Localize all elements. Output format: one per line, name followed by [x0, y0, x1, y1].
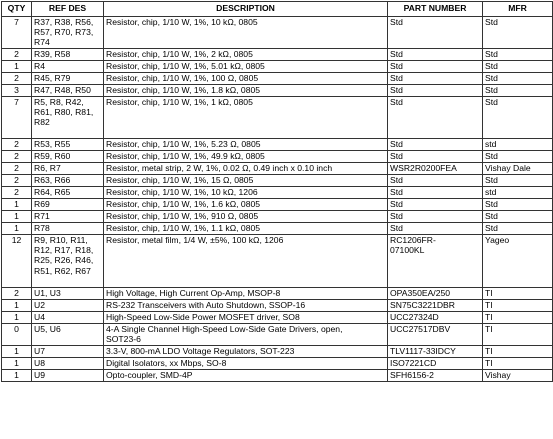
part-number-cell: UCC27517DBV [388, 324, 483, 346]
part-number-cell: WSR2R0200FEA [388, 163, 483, 175]
qty-cell: 2 [2, 288, 32, 300]
qty-cell: 1 [2, 300, 32, 312]
ref-des-cell: U2 [32, 300, 104, 312]
header-qty: QTY [2, 2, 32, 17]
qty-cell: 12 [2, 235, 32, 288]
ref-des-cell: R59, R60 [32, 151, 104, 163]
table-row [2, 187, 553, 199]
mfr-cell: Std [483, 97, 553, 139]
ref-des-cell: R71 [32, 211, 104, 223]
ref-des-cell: U5, U6 [32, 324, 104, 346]
description-cell: Resistor, chip, 1/10 W, 1%, 910 Ω, 0805 [104, 211, 388, 223]
mfr-cell: TI [483, 358, 553, 370]
part-number-cell: TLV1117-33IDCY [388, 346, 483, 358]
table-row [2, 223, 553, 235]
description-cell: Resistor, chip, 1/10 W, 1%, 15 Ω, 0805 [104, 175, 388, 187]
mfr-cell: TI [483, 300, 553, 312]
mfr-cell: TI [483, 288, 553, 300]
mfr-cell: Std [483, 211, 553, 223]
table-row [2, 97, 553, 139]
ref-des-cell: R5, R8, R42, R61, R80, R81, R82 [32, 97, 104, 139]
table-row [2, 151, 553, 163]
description-cell: High-Speed Low-Side Power MOSFET driver, SO8 [104, 312, 388, 324]
qty-cell: 2 [2, 73, 32, 85]
mfr-cell: Std [483, 175, 553, 187]
qty-cell: 3 [2, 85, 32, 97]
qty-cell: 1 [2, 358, 32, 370]
header-ref-des: REF DES [32, 2, 104, 17]
description-cell: Resistor, chip, 1/10 W, 1%, 5.01 kΩ, 0805 [104, 61, 388, 73]
part-number-cell: Std [388, 151, 483, 163]
table-row [2, 85, 553, 97]
mfr-cell: Std [483, 151, 553, 163]
part-number-cell: Std [388, 187, 483, 199]
part-number-cell: Std [388, 211, 483, 223]
part-number-cell: Std [388, 17, 483, 49]
table-row [2, 175, 553, 187]
qty-cell: 1 [2, 211, 32, 223]
description-cell: 3.3-V, 800-mA LDO Voltage Regulators, SOT-223 [104, 346, 388, 358]
description-cell: Resistor, chip, 1/10 W, 1%, 1.6 kΩ, 0805 [104, 199, 388, 211]
table-row [2, 312, 553, 324]
description-cell: Resistor, metal strip, 2 W, 1%, 0.02 Ω, 0.49 inch x 0.10 inch [104, 163, 388, 175]
ref-des-cell: R39, R58 [32, 49, 104, 61]
ref-des-cell: R63, R66 [32, 175, 104, 187]
description-cell: Resistor, chip, 1/10 W, 1%, 2 kΩ, 0805 [104, 49, 388, 61]
table-row [2, 139, 553, 151]
description-cell: RS-232 Transceivers with Auto Shutdown, SSOP-16 [104, 300, 388, 312]
part-number-cell: Std [388, 199, 483, 211]
qty-cell: 1 [2, 346, 32, 358]
qty-cell: 2 [2, 151, 32, 163]
mfr-cell: Vishay Dale [483, 163, 553, 175]
mfr-cell: Std [483, 49, 553, 61]
ref-des-cell: R64, R65 [32, 187, 104, 199]
part-number-cell: Std [388, 223, 483, 235]
mfr-cell: TI [483, 312, 553, 324]
mfr-cell: Yageo [483, 235, 553, 288]
table-row [2, 199, 553, 211]
qty-cell: 7 [2, 97, 32, 139]
ref-des-cell: R69 [32, 199, 104, 211]
ref-des-cell: U7 [32, 346, 104, 358]
qty-cell: 7 [2, 17, 32, 49]
description-cell: Digital Isolators, xx Mbps, SO-8 [104, 358, 388, 370]
part-number-cell: SN75C3221DBR [388, 300, 483, 312]
ref-des-cell: R6, R7 [32, 163, 104, 175]
part-number-cell: UCC27324D [388, 312, 483, 324]
mfr-cell: Vishay [483, 370, 553, 382]
description-cell: Resistor, chip, 1/10 W, 1%, 5.23 Ω, 0805 [104, 139, 388, 151]
table-row [2, 346, 553, 358]
table-row [2, 300, 553, 312]
description-cell: Resistor, chip, 1/10 W, 1%, 1.1 kΩ, 0805 [104, 223, 388, 235]
part-number-cell: ISO7221CD [388, 358, 483, 370]
table-row [2, 370, 553, 382]
table-row [2, 73, 553, 85]
part-number-cell: Std [388, 139, 483, 151]
table-row [2, 17, 553, 49]
ref-des-cell: R45, R79 [32, 73, 104, 85]
part-number-cell: Std [388, 175, 483, 187]
description-cell: Opto-coupler, SMD-4P [104, 370, 388, 382]
ref-des-cell: R47, R48, R50 [32, 85, 104, 97]
part-number-cell: RC1206FR- 07100KL [388, 235, 483, 288]
header-row [2, 2, 553, 17]
part-number-cell: Std [388, 97, 483, 139]
header-mfr: MFR [483, 2, 553, 17]
part-number-cell: OPA350EA/250 [388, 288, 483, 300]
table-row [2, 288, 553, 300]
qty-cell: 1 [2, 312, 32, 324]
part-number-cell: Std [388, 73, 483, 85]
qty-cell: 2 [2, 139, 32, 151]
part-number-cell: Std [388, 85, 483, 97]
bom-body [2, 17, 553, 382]
ref-des-cell: U8 [32, 358, 104, 370]
part-number-cell: Std [388, 61, 483, 73]
description-cell: 4-A Single Channel High-Speed Low-Side Gate Drivers, open, SOT23-6 [104, 324, 388, 346]
table-row [2, 358, 553, 370]
description-cell: High Voltage, High Current Op-Amp, MSOP-8 [104, 288, 388, 300]
header-part-number: PART NUMBER [388, 2, 483, 17]
description-cell: Resistor, metal film, 1/4 W, ±5%, 100 kΩ, 1206 [104, 235, 388, 288]
description-cell: Resistor, chip, 1/10 W, 1%, 100 Ω, 0805 [104, 73, 388, 85]
mfr-cell: Std [483, 85, 553, 97]
qty-cell: 2 [2, 175, 32, 187]
description-cell: Resistor, chip, 1/10 W, 1%, 1 kΩ, 0805 [104, 97, 388, 139]
ref-des-cell: U1, U3 [32, 288, 104, 300]
description-cell: Resistor, chip, 1/10 W, 1%, 1.8 kΩ, 0805 [104, 85, 388, 97]
ref-des-cell: R9, R10, R11, R12, R17, R18, R25, R26, R46, R51, R62, R67 [32, 235, 104, 288]
ref-des-cell: R4 [32, 61, 104, 73]
description-cell: Resistor, chip, 1/10 W, 1%, 10 kΩ, 1206 [104, 187, 388, 199]
qty-cell: 1 [2, 223, 32, 235]
mfr-cell: std [483, 187, 553, 199]
mfr-cell: std [483, 139, 553, 151]
part-number-cell: Std [388, 49, 483, 61]
qty-cell: 2 [2, 187, 32, 199]
table-row [2, 49, 553, 61]
mfr-cell: Std [483, 73, 553, 85]
header-description: DESCRIPTION [104, 2, 388, 17]
mfr-cell: Std [483, 223, 553, 235]
ref-des-cell: R53, R55 [32, 139, 104, 151]
ref-des-cell: R78 [32, 223, 104, 235]
qty-cell: 1 [2, 199, 32, 211]
table-row [2, 211, 553, 223]
qty-cell: 1 [2, 61, 32, 73]
qty-cell: 1 [2, 370, 32, 382]
qty-cell: 0 [2, 324, 32, 346]
mfr-cell: TI [483, 324, 553, 346]
mfr-cell: Std [483, 199, 553, 211]
table-row [2, 163, 553, 175]
table-row [2, 61, 553, 73]
bom-table [1, 1, 553, 382]
description-cell: Resistor, chip, 1/10 W, 1%, 49.9 kΩ, 0805 [104, 151, 388, 163]
mfr-cell: Std [483, 61, 553, 73]
mfr-cell: Std [483, 17, 553, 49]
ref-des-cell: R37, R38, R56, R57, R70, R73, R74 [32, 17, 104, 49]
part-number-cell: SFH6156-2 [388, 370, 483, 382]
ref-des-cell: U9 [32, 370, 104, 382]
table-row [2, 235, 553, 288]
qty-cell: 2 [2, 49, 32, 61]
description-cell: Resistor, chip, 1/10 W, 1%, 10 kΩ, 0805 [104, 17, 388, 49]
qty-cell: 2 [2, 163, 32, 175]
mfr-cell: TI [483, 346, 553, 358]
ref-des-cell: U4 [32, 312, 104, 324]
table-row [2, 324, 553, 346]
